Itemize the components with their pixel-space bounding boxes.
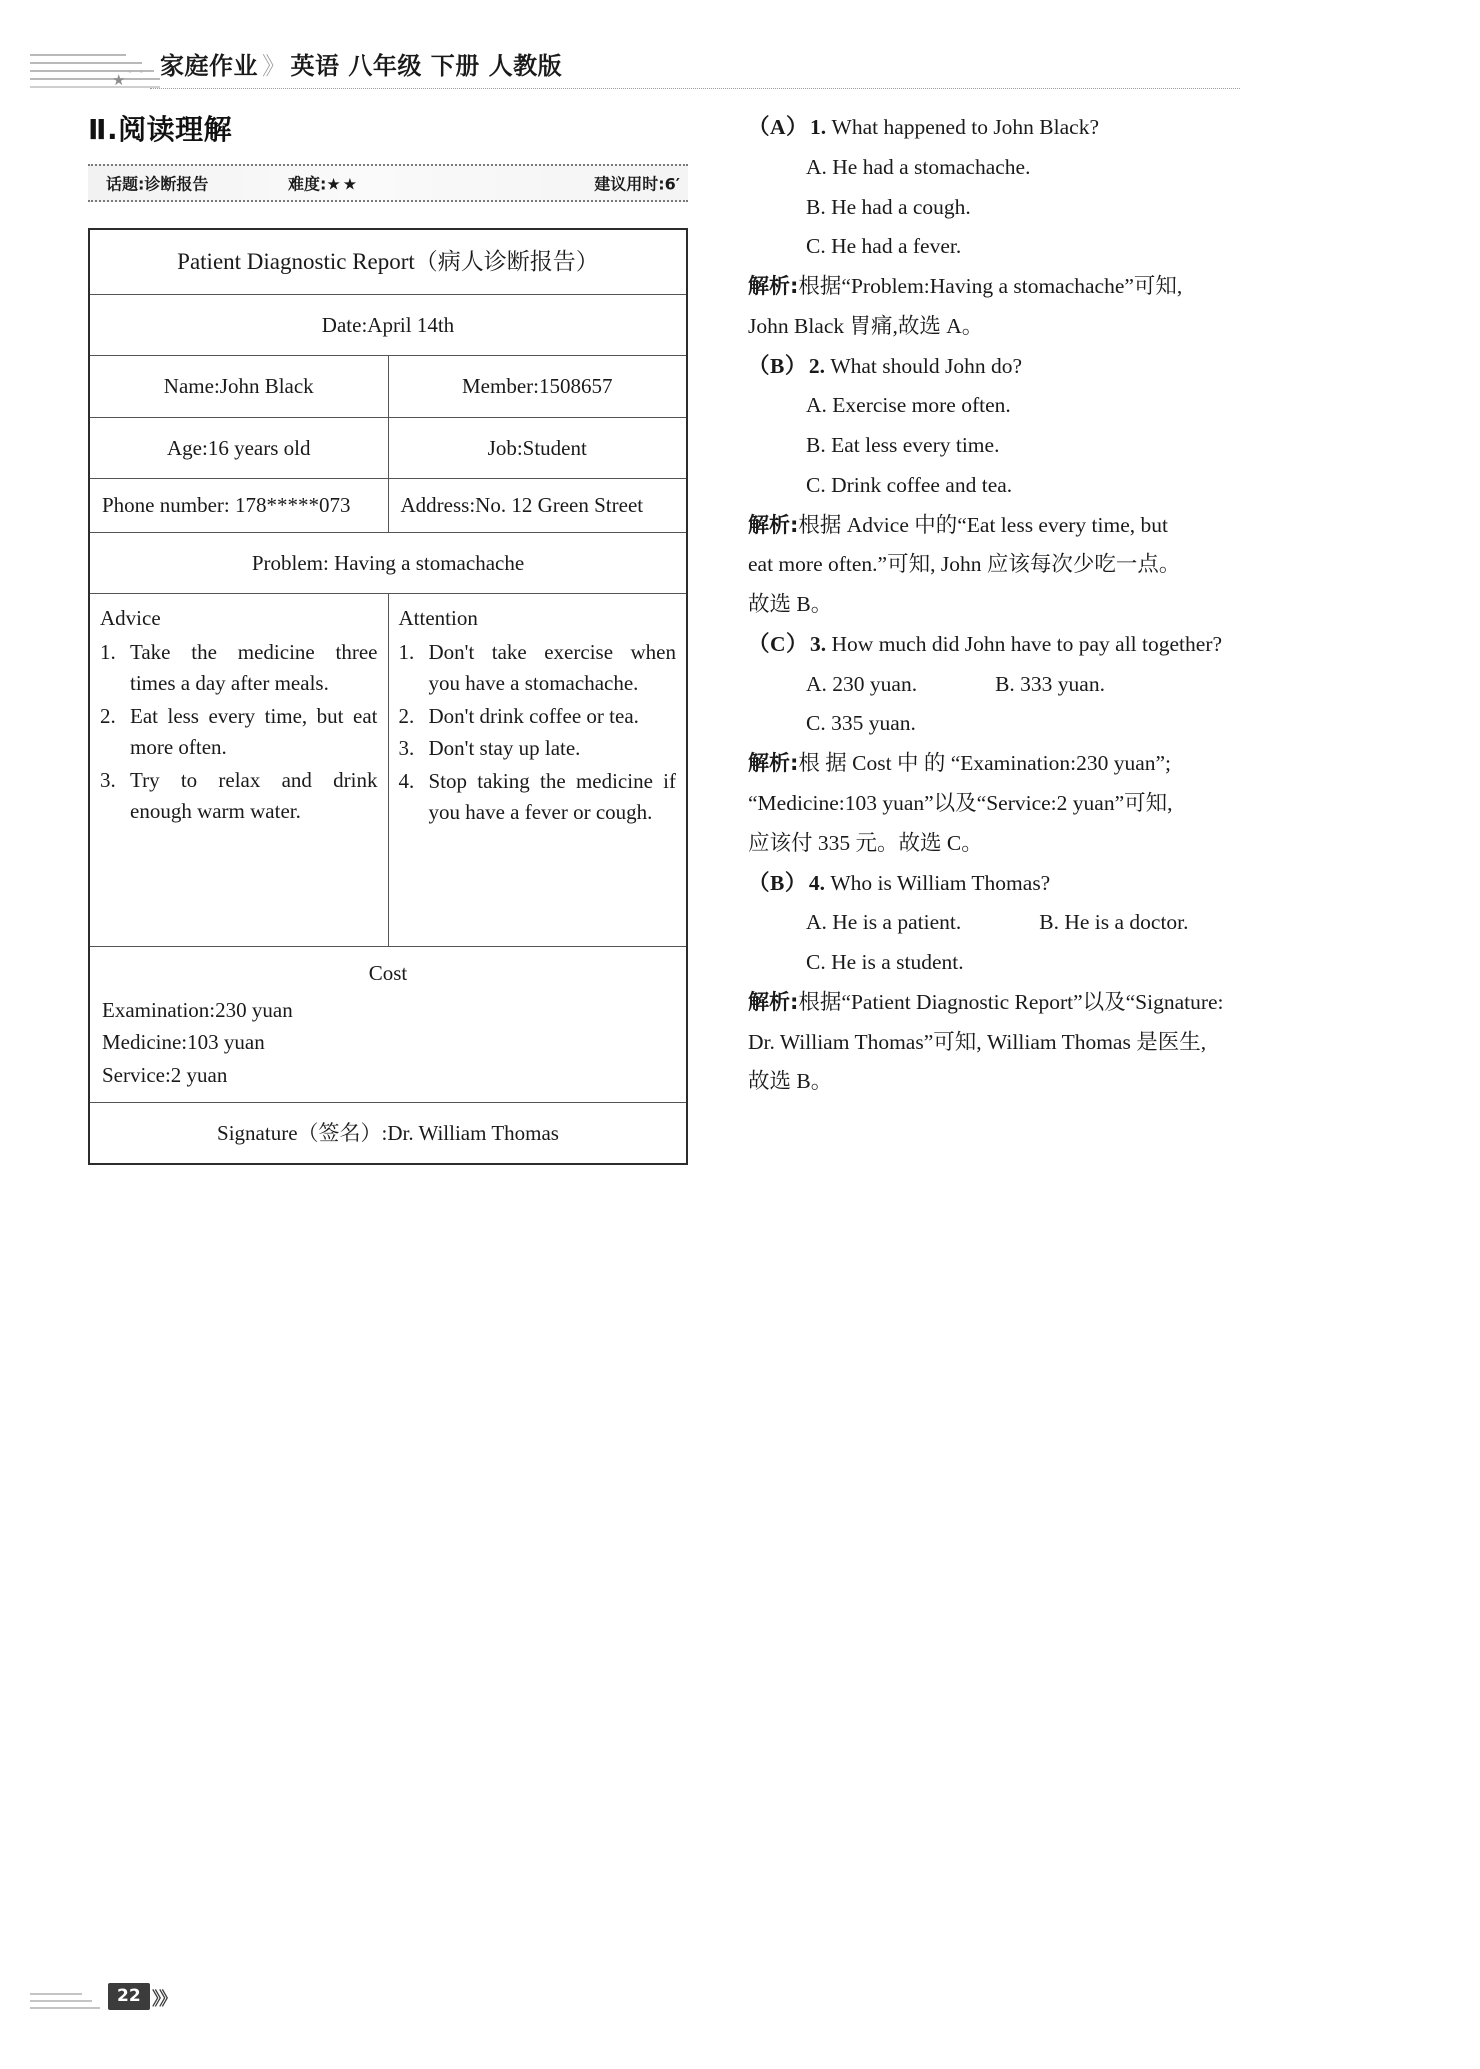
attention-heading: Attention [398, 606, 478, 631]
explanation-line [748, 1062, 1368, 1102]
list-item [100, 701, 378, 764]
explanation-text: 故选 B。 [748, 592, 833, 617]
option-b[interactable]: B. 333 yuan. [995, 671, 1105, 696]
option-a[interactable]: A. 230 yuan. [806, 671, 918, 696]
question-number: 1. [810, 115, 832, 139]
question-number: 2. [808, 353, 831, 378]
question-line [748, 347, 1368, 387]
report-name: Name:John Black [89, 356, 388, 418]
exercise-meta-strip [88, 164, 688, 202]
cost-line: Service:2 yuan [102, 1063, 228, 1088]
table-row-name-member [89, 356, 687, 418]
right-column-questions [748, 108, 1368, 1102]
table-row-date [89, 294, 687, 356]
header-title-main: 家庭作业 [160, 52, 258, 80]
advice-list [100, 637, 378, 828]
option-row [748, 665, 1368, 705]
report-job: Job:Student [388, 417, 687, 479]
report-cost-cell [89, 947, 687, 1102]
explanation-text: 根据“Problem:Having a stomachache”可知, [798, 274, 1183, 299]
explanation-label: 解析: [748, 512, 799, 537]
list-item-number: 4. [398, 768, 415, 793]
explanation-line [748, 744, 1368, 784]
list-item-text: Try to relax and drink enough warm water. [130, 767, 378, 824]
question-line [748, 625, 1368, 665]
option-b[interactable]: B. He is a doctor. [1039, 910, 1189, 935]
list-item-text: Don't drink coffee or tea. [428, 703, 639, 728]
cost-lines [102, 994, 674, 1092]
report-signature: Signature（签名）:Dr. William Thomas [89, 1102, 687, 1164]
option-a[interactable]: A. Exercise more often. [806, 393, 1011, 418]
question-number: 3. [810, 631, 832, 656]
table-row-advice-attention [89, 594, 687, 947]
option-c[interactable]: C. 335 yuan. [806, 711, 916, 736]
table-row-signature [89, 1102, 687, 1164]
header-divider [150, 88, 1240, 89]
chevron-double-right-icon: 》》 [152, 1989, 175, 2010]
header-subject: 英语 八年级 下册 人教版 [290, 52, 563, 80]
list-item [399, 637, 677, 700]
answer-bracket[interactable]: （B） [748, 353, 807, 378]
cost-line: Examination:230 yuan [102, 997, 293, 1022]
list-item-number: 1. [100, 639, 116, 664]
option-row [748, 903, 1368, 943]
list-item [399, 701, 677, 733]
explanation-line [748, 983, 1368, 1023]
list-item-number: 2. [100, 703, 116, 728]
header-dots-decoration: ◦ ◦ [128, 64, 146, 78]
header-title [160, 46, 562, 81]
explanation-text: 根 据 Cost 中 的 “Examination:230 yuan”; [798, 751, 1172, 776]
page-number-badge: 22 [108, 1983, 150, 2010]
option-a[interactable]: A. He is a patient. [806, 910, 962, 935]
page-footer [0, 1981, 1480, 2021]
question-block [748, 864, 1368, 1103]
chevron-right-icon: 》 [262, 52, 287, 80]
star-rating-icon: ★★ [326, 174, 360, 194]
question-text: What happened to John Black? [831, 115, 1100, 139]
table-row-cost [89, 947, 687, 1102]
explanation-text: 根据“Patient Diagnostic Report”以及“Signature: [798, 989, 1224, 1014]
question-text: Who is William Thomas? [830, 870, 1051, 895]
question-text: How much did John have to pay all together? [831, 631, 1223, 656]
list-item-text: Take the medicine three times a day after meals. [130, 639, 378, 696]
star-icon: ★ [112, 73, 126, 89]
explanation-line [748, 585, 1368, 625]
list-item [399, 766, 677, 829]
list-item-number: 3. [398, 736, 415, 761]
option-b[interactable]: B. He had a cough. [806, 194, 971, 219]
explanation-text: 根据 Advice 中的“Eat less every time, but [798, 512, 1168, 537]
report-member: Member:1508657 [388, 356, 687, 418]
table-row-title [89, 229, 687, 294]
list-item-text: Stop taking the medicine if you have a fever or cough. [428, 768, 676, 825]
report-title: Patient Diagnostic Report（病人诊断报告） [89, 229, 687, 294]
answer-bracket[interactable]: （A） [748, 115, 809, 139]
report-problem: Problem: Having a stomachache [89, 532, 687, 594]
patient-diagnostic-report-table [88, 228, 688, 1165]
explanation-text: 故选 B。 [748, 1069, 833, 1094]
table-row-problem [89, 532, 687, 594]
option-c[interactable]: C. He had a fever. [806, 234, 962, 259]
meta-topic: 话题:诊断报告 [106, 174, 209, 194]
answer-bracket[interactable]: （C） [748, 631, 809, 656]
list-item-number: 2. [398, 703, 415, 728]
explanation-line [748, 506, 1368, 546]
list-item-text: Don't take exercise when you have a stomachache. [428, 639, 676, 696]
meta-suggested-time: 建议用时:6′ [594, 174, 680, 194]
option-c[interactable]: C. Drink coffee and tea. [806, 472, 1013, 497]
explanation-line [748, 545, 1368, 585]
explanation-text: 应该付 335 元。故选 C。 [748, 830, 983, 855]
attention-list [399, 637, 677, 829]
table-row-phone-address [89, 479, 687, 533]
list-item-text: Eat less every time, but eat more often. [130, 703, 378, 760]
explanation-line [748, 1023, 1368, 1063]
explanation-label: 解析: [748, 989, 799, 1014]
question-number: 4. [808, 870, 831, 895]
explanation-line [748, 824, 1368, 864]
list-item [100, 765, 378, 828]
footer-decoration-swoosh [30, 1987, 100, 2015]
table-row-age-job [89, 417, 687, 479]
question-line [748, 864, 1368, 904]
explanation-text: eat more often.”可知, John 应该每次少吃一点。 [748, 552, 1181, 577]
option-c[interactable]: C. He is a student. [806, 950, 964, 975]
explanation-line [748, 784, 1368, 824]
list-item-number: 1. [398, 639, 415, 664]
question-block [748, 108, 1368, 347]
list-item [100, 637, 378, 700]
advice-heading: Advice [100, 606, 161, 631]
list-item-number: 3. [100, 767, 116, 792]
report-address: Address:No. 12 Green Street [388, 479, 687, 533]
meta-difficulty-label: 难度: [288, 174, 327, 194]
meta-difficulty [288, 172, 359, 195]
question-block [748, 625, 1368, 864]
cost-line: Medicine:103 yuan [102, 1030, 265, 1055]
explanation-line [748, 267, 1368, 307]
cost-heading: Cost [368, 961, 408, 986]
list-item-text: Don't stay up late. [428, 736, 581, 761]
report-phone: Phone number: 178*****073 [89, 479, 388, 533]
explanation-label: 解析: [748, 274, 799, 299]
report-date: Date:April 14th [89, 294, 687, 356]
section-title: Ⅱ.阅读理解 [88, 113, 233, 146]
list-item [399, 733, 677, 765]
question-text: What should John do? [830, 353, 1023, 378]
explanation-line [748, 307, 1368, 347]
report-age: Age:16 years old [89, 417, 388, 479]
report-attention-cell [388, 594, 687, 947]
option-a[interactable]: A. He had a stomachache. [806, 154, 1031, 179]
page-header [0, 38, 1480, 100]
explanation-label: 解析: [748, 751, 799, 776]
report-advice-cell [89, 594, 388, 947]
question-block [748, 347, 1368, 625]
answer-bracket[interactable]: （B） [748, 870, 807, 895]
left-column [88, 108, 688, 1165]
question-line [748, 108, 1368, 148]
explanation-text: Dr. William Thomas”可知, William Thomas 是医生, [748, 1029, 1207, 1054]
explanation-text: John Black 胃痛,故选 A。 [748, 313, 984, 338]
option-b[interactable]: B. Eat less every time. [806, 433, 1000, 458]
explanation-text: “Medicine:103 yuan”以及“Service:2 yuan”可知, [748, 791, 1173, 816]
